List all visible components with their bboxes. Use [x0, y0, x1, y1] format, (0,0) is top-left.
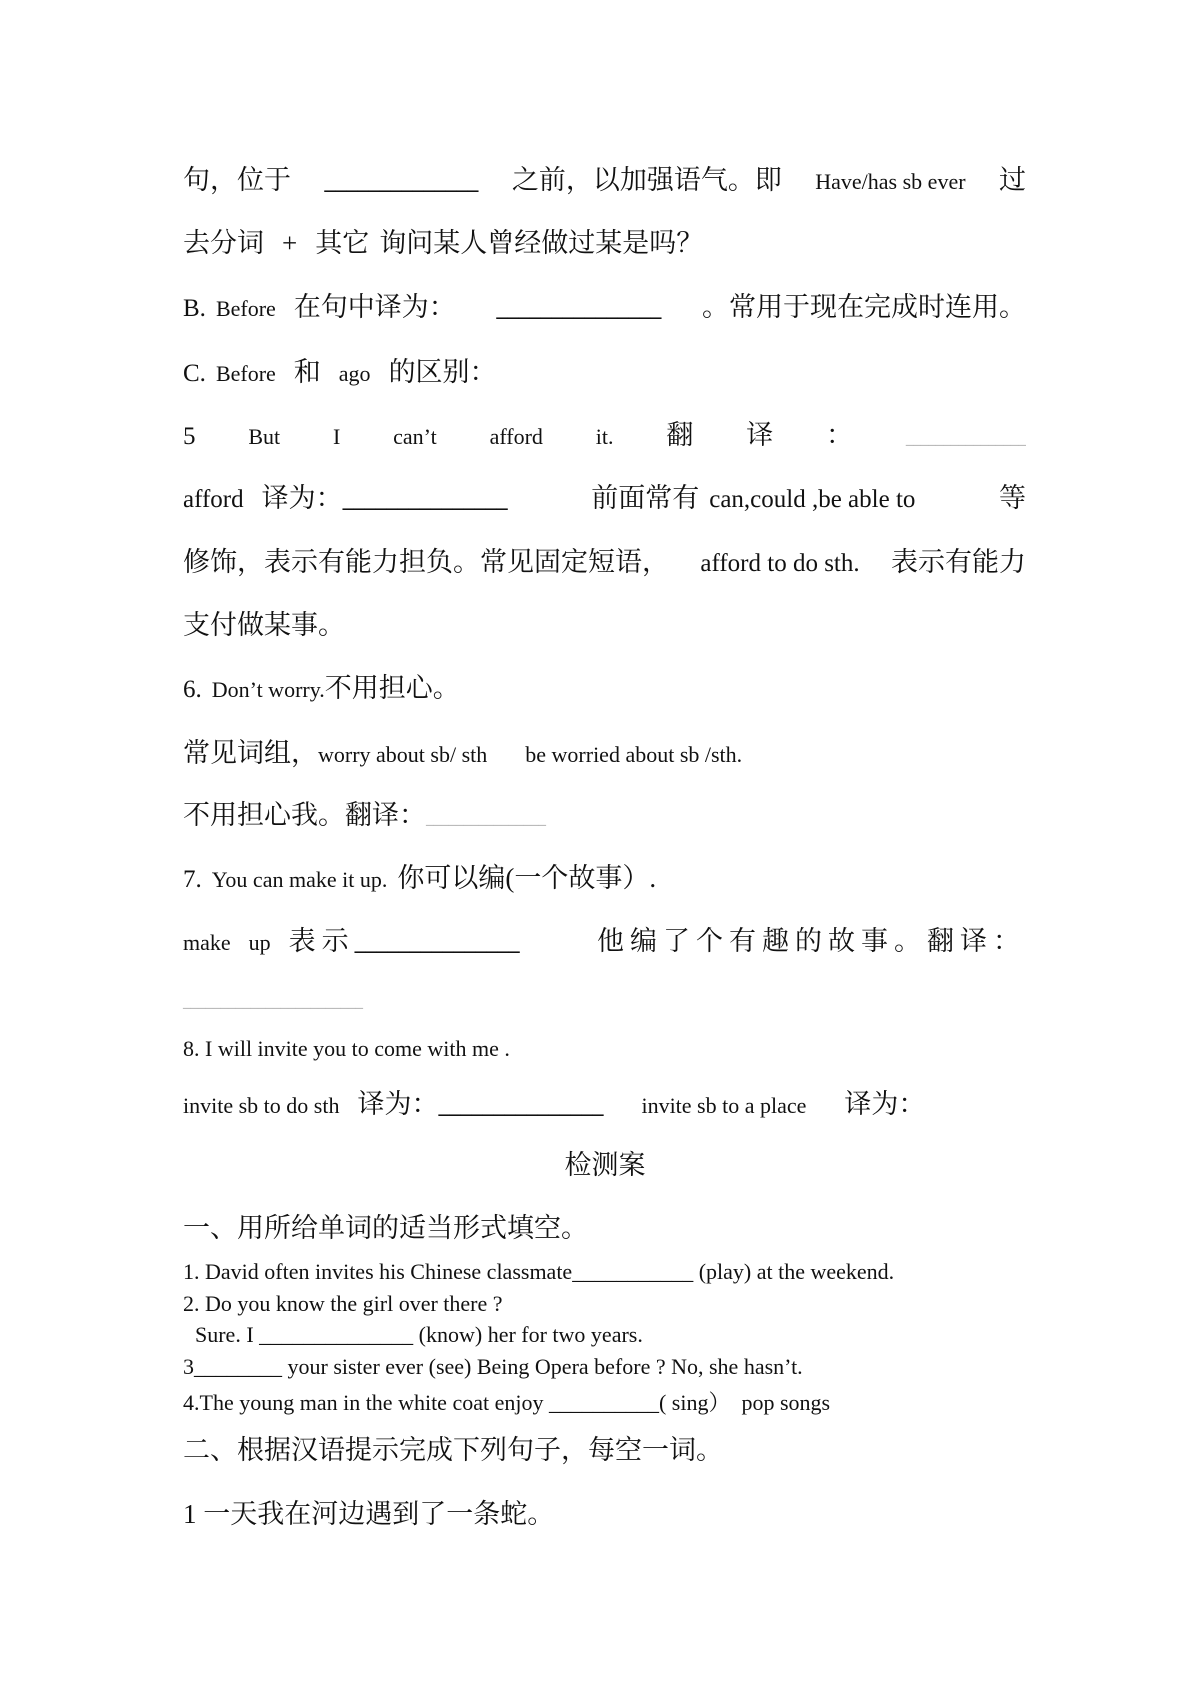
- line-afford-phrase: [183, 540, 1026, 579]
- text-segment: 不用担心。: [324, 673, 460, 703]
- label-group: [183, 919, 520, 958]
- part-title-text: 一、用所给单词的适当形式填空。: [183, 1213, 588, 1243]
- section-heading: [0, 1143, 1200, 1182]
- line-before-b: [183, 285, 1026, 324]
- part-title-text: 二、根据汉语提示完成下列句子，每空一词。: [183, 1435, 723, 1465]
- text-segment: +: [282, 228, 298, 258]
- text-segment: 支付做某事。: [183, 610, 345, 640]
- text-segment: 句，位于: [183, 165, 291, 195]
- answer-blank: _______________: [342, 487, 508, 512]
- answer-blank: _______________: [496, 296, 662, 321]
- word: can’t: [393, 424, 437, 449]
- text-segment: Have/has sb ever: [815, 169, 966, 194]
- text-segment: 你可以编(一个故事）.: [397, 863, 657, 893]
- part2-title: [183, 1428, 1026, 1467]
- text-segment: afford: [183, 486, 244, 513]
- line-past-participle: [183, 221, 1026, 260]
- part1-title: [183, 1206, 1026, 1245]
- text-segment: invite sb to do sth: [183, 1093, 340, 1118]
- text-segment: Before: [215, 296, 276, 321]
- answer-blank: _______________: [438, 1093, 604, 1118]
- line-translate-blank: [183, 995, 1026, 1012]
- text-segment: 表示: [288, 926, 355, 956]
- word: 译: [746, 420, 774, 450]
- question-text: 3________ your sister ever (see) Being Opera before ? No, she hasn’t.: [183, 1354, 803, 1379]
- heading-text: 检测案: [564, 1150, 646, 1180]
- part1-question-1: [183, 1259, 1026, 1285]
- text-segment: worry about sb/ sth: [318, 742, 488, 767]
- text-segment: You can make it up.: [211, 867, 388, 892]
- item-label: B.: [183, 295, 206, 322]
- text-segment: 去分词: [183, 228, 264, 258]
- text-segment: 译为：: [357, 1089, 439, 1119]
- text-segment: 不用担心我。翻译：: [183, 800, 426, 830]
- line-worry-translate: [183, 793, 1026, 832]
- label-group: [183, 285, 456, 324]
- item-label: 7.: [183, 866, 202, 893]
- text-segment: 修饰，表示有能力担负。常见固定短语，: [183, 547, 669, 577]
- line-make-up-meaning: [183, 919, 1026, 958]
- word: afford: [489, 424, 543, 449]
- label-group: [591, 476, 915, 515]
- part1-question-3: [183, 1354, 1026, 1380]
- text-segment: can,could ,be able to: [709, 486, 916, 513]
- item-label: 6.: [183, 676, 202, 703]
- text-segment: 常见词组，: [183, 738, 318, 768]
- line-afford-meaning: [183, 476, 1026, 515]
- text-segment: 询问某人曾经做过某是吗？: [379, 228, 704, 258]
- question-text: 1 一天我在河边遇到了一条蛇。: [183, 1499, 555, 1529]
- line-before-ago: [183, 350, 1026, 389]
- text-segment: 之前，以加强语气。即: [511, 165, 782, 195]
- word: 翻: [666, 420, 694, 450]
- text-segment: 译为：: [844, 1089, 926, 1119]
- text-segment: 在句中译为：: [293, 292, 456, 322]
- line-invite-meaning: [183, 1082, 1026, 1121]
- text-segment: 其它: [315, 228, 370, 258]
- question-text: 4.The young man in the white coat enjoy __________( sing） pop songs: [183, 1390, 831, 1415]
- part1-question-2: [183, 1291, 1026, 1317]
- text-segment: 8. I will invite you to come with me .: [183, 1036, 510, 1061]
- text-segment: 他编了个有趣的故事。翻译：: [597, 926, 1026, 956]
- question-text: Sure. I ______________ (know) her for two years.: [195, 1322, 643, 1347]
- text-segment: afford to do sth.: [700, 550, 860, 577]
- part1-question-2-answer: [195, 1322, 1038, 1348]
- text-segment: 表示有能力: [891, 547, 1026, 577]
- question-text: 1. David often invites his Chinese classmate___________ (play) at the weekend.: [183, 1259, 895, 1284]
- word: But: [248, 424, 281, 449]
- text-segment: 的区别：: [388, 357, 497, 387]
- label-group: [183, 476, 508, 515]
- item-number: 5: [183, 423, 196, 450]
- text-segment: 前面常有: [591, 483, 700, 513]
- line-make-up: [183, 856, 1026, 895]
- answer-blank: ______________: [324, 169, 479, 194]
- text-segment: up: [248, 930, 271, 955]
- word: ：: [826, 420, 854, 450]
- text-segment: invite sb to a place: [641, 1093, 807, 1118]
- word: I: [332, 424, 341, 449]
- text-segment: Don’t worry.: [211, 677, 325, 702]
- text-segment: ago: [338, 361, 371, 386]
- answer-blank: ________________: [905, 432, 1026, 448]
- text-segment: 译为：: [261, 483, 343, 513]
- question-text: 2. Do you know the girl over there ?: [183, 1291, 503, 1316]
- answer-blank: ________________________: [183, 995, 363, 1011]
- text-segment: make: [183, 930, 231, 955]
- part2-question-1: [183, 1492, 1026, 1531]
- text-segment: 和: [293, 357, 321, 387]
- line-dont-worry: [183, 666, 1026, 705]
- line-afford-end: [183, 603, 1026, 642]
- word: it.: [595, 424, 614, 449]
- answer-blank: ________________: [426, 812, 546, 828]
- item-label: C.: [183, 360, 206, 387]
- text-segment: 等: [998, 483, 1026, 513]
- line-invite: [183, 1036, 1026, 1062]
- text-segment: 过: [998, 165, 1026, 195]
- text-segment: Before: [215, 361, 276, 386]
- answer-blank: _______________: [354, 930, 520, 955]
- text-segment: 。常用于现在完成时连用。: [701, 292, 1026, 322]
- part1-question-4: [183, 1386, 1026, 1417]
- line-have-has-ever: [183, 158, 1026, 197]
- line-afford-sentence: [183, 413, 1026, 452]
- text-segment: be worried about sb /sth.: [525, 742, 743, 767]
- line-worry-phrases: [183, 731, 1026, 770]
